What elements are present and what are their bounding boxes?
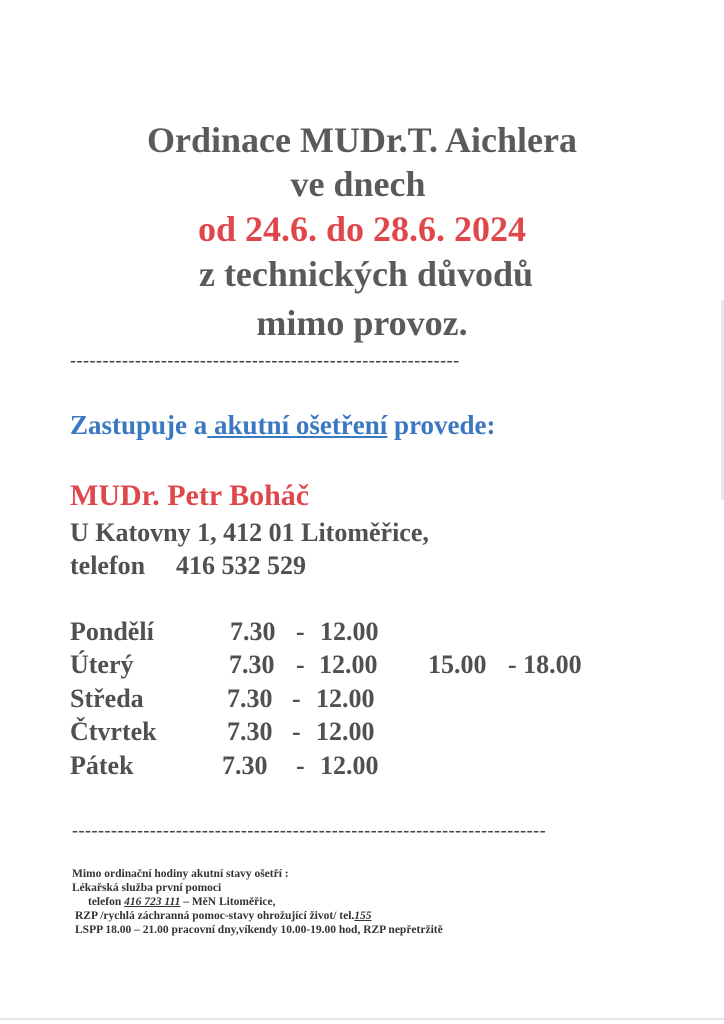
schedule-day: Středa xyxy=(70,684,144,713)
footer-phone-link[interactable]: 416 723 111 xyxy=(124,896,181,908)
footer-rzp-label: RZP /rychlá záchranná pomoc-stavy ohrožující život/ tel. xyxy=(75,910,355,922)
schedule-to: 12.00 xyxy=(316,684,375,713)
footer-line-5: LSPP 18.00 – 21.00 pracovní dny,víkendy 10.00-19.00 hod, RZP nepřetržitě xyxy=(75,924,443,936)
substitute-suffix: provede: xyxy=(387,410,496,440)
substitute-prefix: Zastupuje a xyxy=(70,410,208,440)
title-line-4: z technických důvodů xyxy=(198,254,534,294)
separator-bottom: ------------------------------------------------------------------------- xyxy=(72,820,547,840)
acute-care-link[interactable]: akutní ošetření xyxy=(207,410,388,440)
footer-phone-suffix: – MěN Litoměřice, xyxy=(180,896,276,908)
footer-line-3 xyxy=(88,895,275,909)
title-line-1: Ordinace MUDr.T. Aichlera xyxy=(147,120,577,160)
footer-line-2: Lékařská služba první pomoci xyxy=(72,882,222,894)
schedule-day: Úterý xyxy=(70,650,134,679)
footer-line-4 xyxy=(75,909,372,923)
doctor-address: U Katovny 1, 412 01 Litoměřice, xyxy=(70,518,429,547)
schedule-day: Čtvrtek xyxy=(70,717,157,746)
title-line-2: ve dnech xyxy=(290,164,426,204)
schedule-from: 7.30 xyxy=(227,684,273,713)
schedule-dash: - xyxy=(292,684,301,713)
schedule-day: Pátek xyxy=(70,751,134,780)
schedule-dash: - xyxy=(292,717,301,746)
footer-line-1: Mimo ordinační hodiny akutní stavy ošetří : xyxy=(72,868,289,880)
page-bottom-edge xyxy=(0,1018,724,1020)
substitute-heading xyxy=(70,410,496,441)
closure-dates: od 24.6. do 28.6. 2024 xyxy=(197,209,527,249)
schedule-afternoon-from: 15.00 xyxy=(428,650,487,679)
title-line-5: mimo provoz. xyxy=(256,303,468,343)
schedule-dash: - xyxy=(296,617,305,646)
doctor-name: MUDr. Petr Boháč xyxy=(70,479,310,512)
separator-top: ------------------------------------------------------------ xyxy=(70,350,460,370)
schedule-to: 12.00 xyxy=(319,650,378,679)
footer-phone-label: telefon xyxy=(88,896,125,908)
schedule-to: 12.00 xyxy=(320,617,379,646)
doctor-phone: 416 532 529 xyxy=(176,551,306,580)
schedule-day: Pondělí xyxy=(70,617,154,646)
schedule-from: 7.30 xyxy=(222,751,268,780)
schedule-from: 7.30 xyxy=(227,717,273,746)
footer-rzp-phone-link[interactable]: 155 xyxy=(354,910,372,922)
schedule-dash: - xyxy=(296,650,305,679)
schedule-from: 7.30 xyxy=(230,617,276,646)
schedule-afternoon-to: - 18.00 xyxy=(508,650,582,679)
doctor-phone-label: telefon xyxy=(70,551,146,580)
schedule-from: 7.30 xyxy=(229,650,275,679)
schedule-to: 12.00 xyxy=(316,717,375,746)
schedule-dash: - xyxy=(296,751,305,780)
schedule-to: 12.00 xyxy=(320,751,379,780)
